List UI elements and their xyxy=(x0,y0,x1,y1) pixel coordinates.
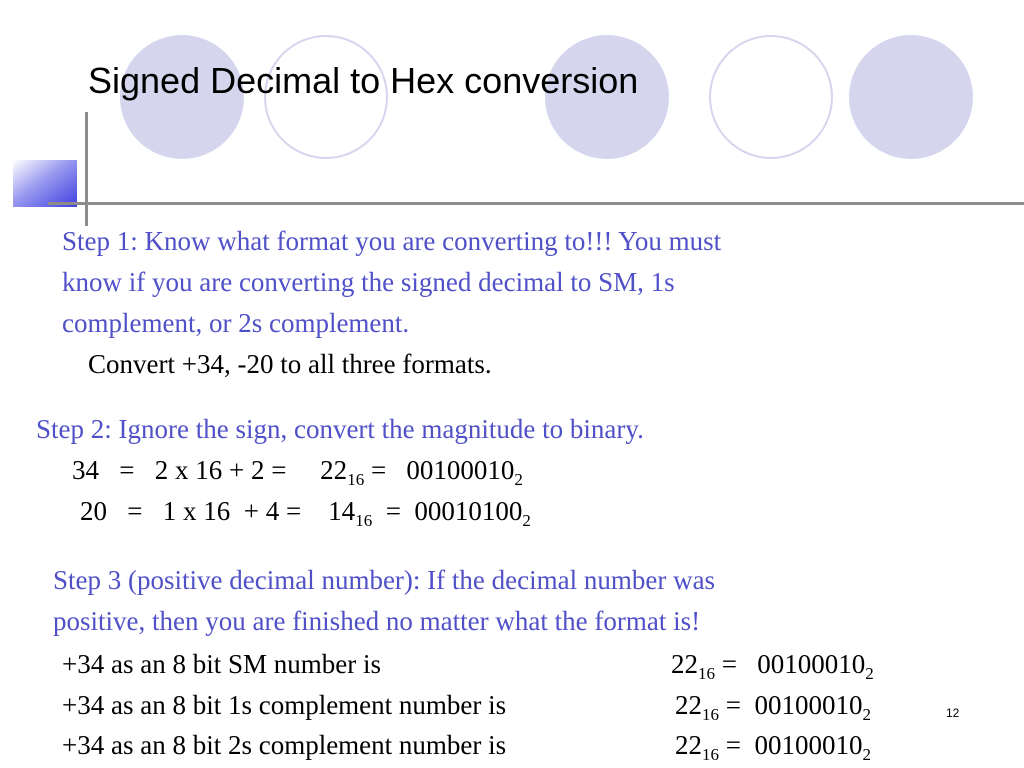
decor-circle-4 xyxy=(709,35,833,159)
step3-row-2s-value xyxy=(675,725,871,766)
step1-line-3: complement, or 2s complement. xyxy=(62,308,410,338)
step2-row-20 xyxy=(80,491,531,532)
step3-line-2: positive, then you are finished no matter what the format is! xyxy=(53,606,701,636)
step3-row-1s-sub-base2: 2 xyxy=(862,705,871,724)
step3-row-sm-hex: 22 xyxy=(671,649,698,679)
step3-row-sm-label: +34 as an 8 bit SM number is xyxy=(62,649,381,679)
step3-row-2s-sub-base2: 2 xyxy=(862,745,871,764)
step2-row-20-sub-base16: 16 xyxy=(355,511,373,530)
decor-gradient-square xyxy=(13,160,77,207)
step3-row-2s-binary: = 00100010 xyxy=(719,730,863,760)
step2-row-20-sub-base2: 2 xyxy=(522,511,531,530)
decor-circle-5 xyxy=(849,35,973,159)
step3-row-sm-binary: = 00100010 xyxy=(715,649,866,679)
step2-row-20-binary: = 00010100 xyxy=(372,496,523,526)
step3-row-1s-binary: = 00100010 xyxy=(719,690,863,720)
step1-line-1: Step 1: Know what format you are converting to!!! You must xyxy=(62,226,722,256)
step3-row-sm-sub-base16: 16 xyxy=(698,664,715,683)
step3-row-2s-hex: 22 xyxy=(675,730,702,760)
page-number: 12 xyxy=(946,706,960,720)
step1-convert-line: Convert +34, -20 to all three formats. xyxy=(88,349,492,379)
slide-title: Signed Decimal to Hex conversion xyxy=(88,60,639,101)
step2-row-20-expr: 20 = 1 x 16 + 4 = 14 xyxy=(80,496,356,526)
step2-row-34-sub-base16: 16 xyxy=(347,470,365,489)
step3-row-2s-label: +34 as an 8 bit 2s complement number is xyxy=(62,730,507,760)
decor-horizontal-rule xyxy=(48,202,1024,205)
step3-row-1s-hex: 22 xyxy=(675,690,702,720)
step3-row-1s-sub-base16: 16 xyxy=(702,705,719,724)
step3-row-2s-sub-base16: 16 xyxy=(702,745,719,764)
step3-row-sm-value xyxy=(671,644,874,685)
step2-row-34-expr: 34 = 2 x 16 + 2 = 22 xyxy=(72,455,348,485)
step3-row-1s-value xyxy=(675,685,871,726)
decor-vertical-rule xyxy=(85,112,88,226)
step3-line-1: Step 3 (positive decimal number): If the decimal number was xyxy=(53,565,716,595)
step2-row-34 xyxy=(72,450,523,491)
step3-row-sm-sub-base2: 2 xyxy=(865,664,874,683)
step2-heading: Step 2: Ignore the sign, convert the magnitude to binary. xyxy=(36,414,644,444)
step3-row-1s-label: +34 as an 8 bit 1s complement number is xyxy=(62,690,507,720)
step1-line-2: know if you are converting the signed decimal to SM, 1s xyxy=(62,267,675,297)
step2-row-34-sub-base2: 2 xyxy=(514,470,523,489)
step2-row-34-binary: = 00100010 xyxy=(364,455,515,485)
